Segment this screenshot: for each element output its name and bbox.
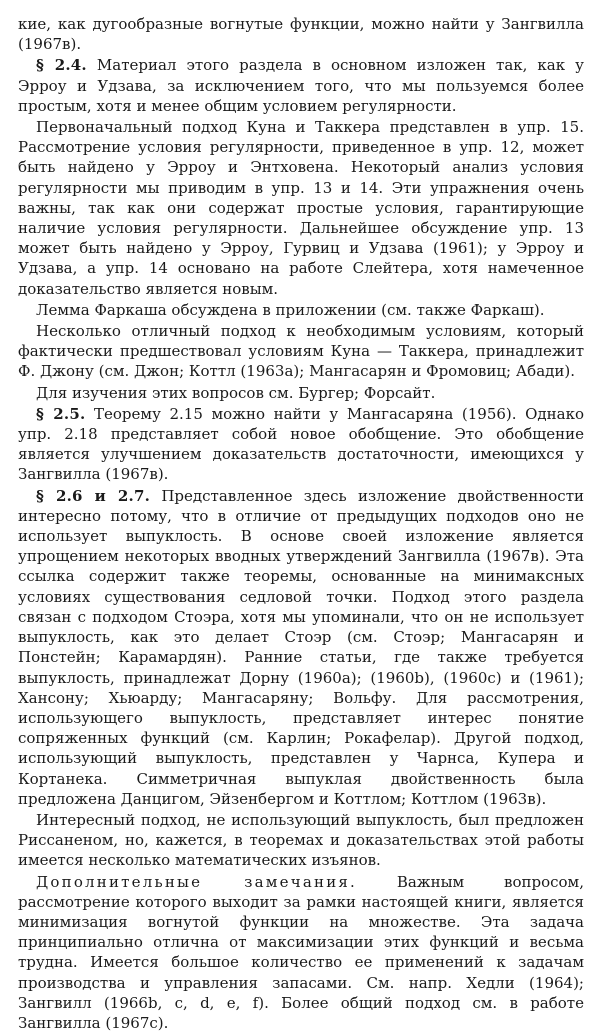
paragraph-additional-remarks (18, 872, 584, 1034)
paragraph-text: Для изучения этих вопросов см. Бургер; Форсайт. (36, 383, 436, 402)
paragraph-text: кие, как дугообразные вогнутые функции, можно найти у Зангвилла (1967в). (18, 15, 584, 54)
section-label: § 2.5. (36, 404, 86, 423)
paragraph-8 (18, 810, 584, 871)
paragraph-0 (18, 14, 584, 54)
paragraph-text: Представленное здесь изложение двойственности интересно потому, что в отличие от предыдущих подходов оно не использует выпуклость. В основе своей изложение является упрощением некоторых вводных утверждений Зангвилла (1967в). Эта ссылка содержит также теоремы, основанные на минимаксных условиях существования седловой точки. Подход этого раздела связан с подходом Стоэра, хотя мы упоминали, что он не использует выпуклость, как это делает Стоэр (см. Стоэр; Мангасарян и Понстейн; Карамардян). Ранние статьи, где также требуется выпуклость, принадлежат Дорну (1960а); (1960b), (1960с) и (1961); Хансону; Хьюарду; Мангасаряну; Вольфу. Для рассмотрения, использующего выпуклость, представляет интерес понятие сопряженных функций (см. Карлин; Рокафелар). Другой подход, использующий выпуклость, представлен у Чарнса, Купера и Кортанека. Симметричная выпуклая двойственность была предложена Данцигом, Эйзенбергом и Коттлом; Коттлом (1963в). (18, 486, 584, 808)
paragraph-section-2-5 (18, 404, 584, 485)
paragraph-text: Интересный подход, не использующий выпуклость, был предложен Риссаненом, но, кажется, в теоремах и доказательствах этой работы имеется несколько математических изъянов. (18, 810, 584, 870)
additional-remarks-heading: Дополнительные замечания. (36, 872, 358, 891)
paragraph-2 (18, 117, 584, 299)
paragraph-section-2-6-2-7 (18, 486, 584, 809)
paragraph-text: Первоначальный подход Куна и Таккера представлен в упр. 15. Рассмотрение условия регулярности, приведенное в упр. 12, может быть найдено у Эрроу и Энтховена. Некоторый анализ условия регулярности мы приводим в упр. 13 и 14. Эти упражнения очень важны, так как они содержат простые условия, гарантирующие наличие условия регулярности. Дальнейшее обсуждение упр. 13 может быть найдено у Эрроу, Гурвиц и Удзава (1961); у Эрроу и Удзава, а упр. 14 основано на работе Слейтера, хотя намеченное доказательство является новым. (18, 118, 584, 298)
paragraph-text: Материал этого раздела в основном изложен так, как у Эрроу и Удзава, за исключением того, что мы пользуемся более простым, хотя и менее общим условием регулярности. (18, 56, 584, 115)
paragraph-4 (18, 321, 584, 382)
paragraph-5 (18, 383, 584, 403)
section-label: § 2.6 и 2.7. (36, 486, 151, 505)
page-body (18, 14, 584, 1034)
section-label: § 2.4. (36, 56, 87, 75)
paragraph-text: Несколько отличный подход к необходимым условиям, который фактически предшествовал условиям Куна — Таккера, принадлежит Ф. Джону (см. Джон; Коттл (1963а); Мангасарян и Фромовиц; Абади). (18, 322, 584, 381)
paragraph-text: Теорему 2.15 можно найти у Мангасаряна (1956). Однако упр. 2.18 представляет собой новое обобщение. Это обобщение является улучшением доказательств достаточности, имеющихся у Зангвилла (1967в). (18, 404, 584, 484)
paragraph-3 (18, 300, 584, 320)
paragraph-text: Важным вопросом, рассмотрение которого выходит за рамки настоящей книги, является минимизация вогнутой функции на множестве. Эта задача принципиально отлична от максимизации этих функций и весьма трудна. Имеется большое количество ее применений к задачам производства и управления запасами. См. напр. Хедли (1964); Зангвилл (1966b, с, d, е, f). Более общий подход см. в работе Зангвилла (1967с). (18, 872, 584, 1032)
paragraph-text: Лемма Фаркаша обсуждена в приложении (см. также Фаркаш). (36, 300, 545, 319)
paragraph-section-2-4 (18, 55, 584, 116)
